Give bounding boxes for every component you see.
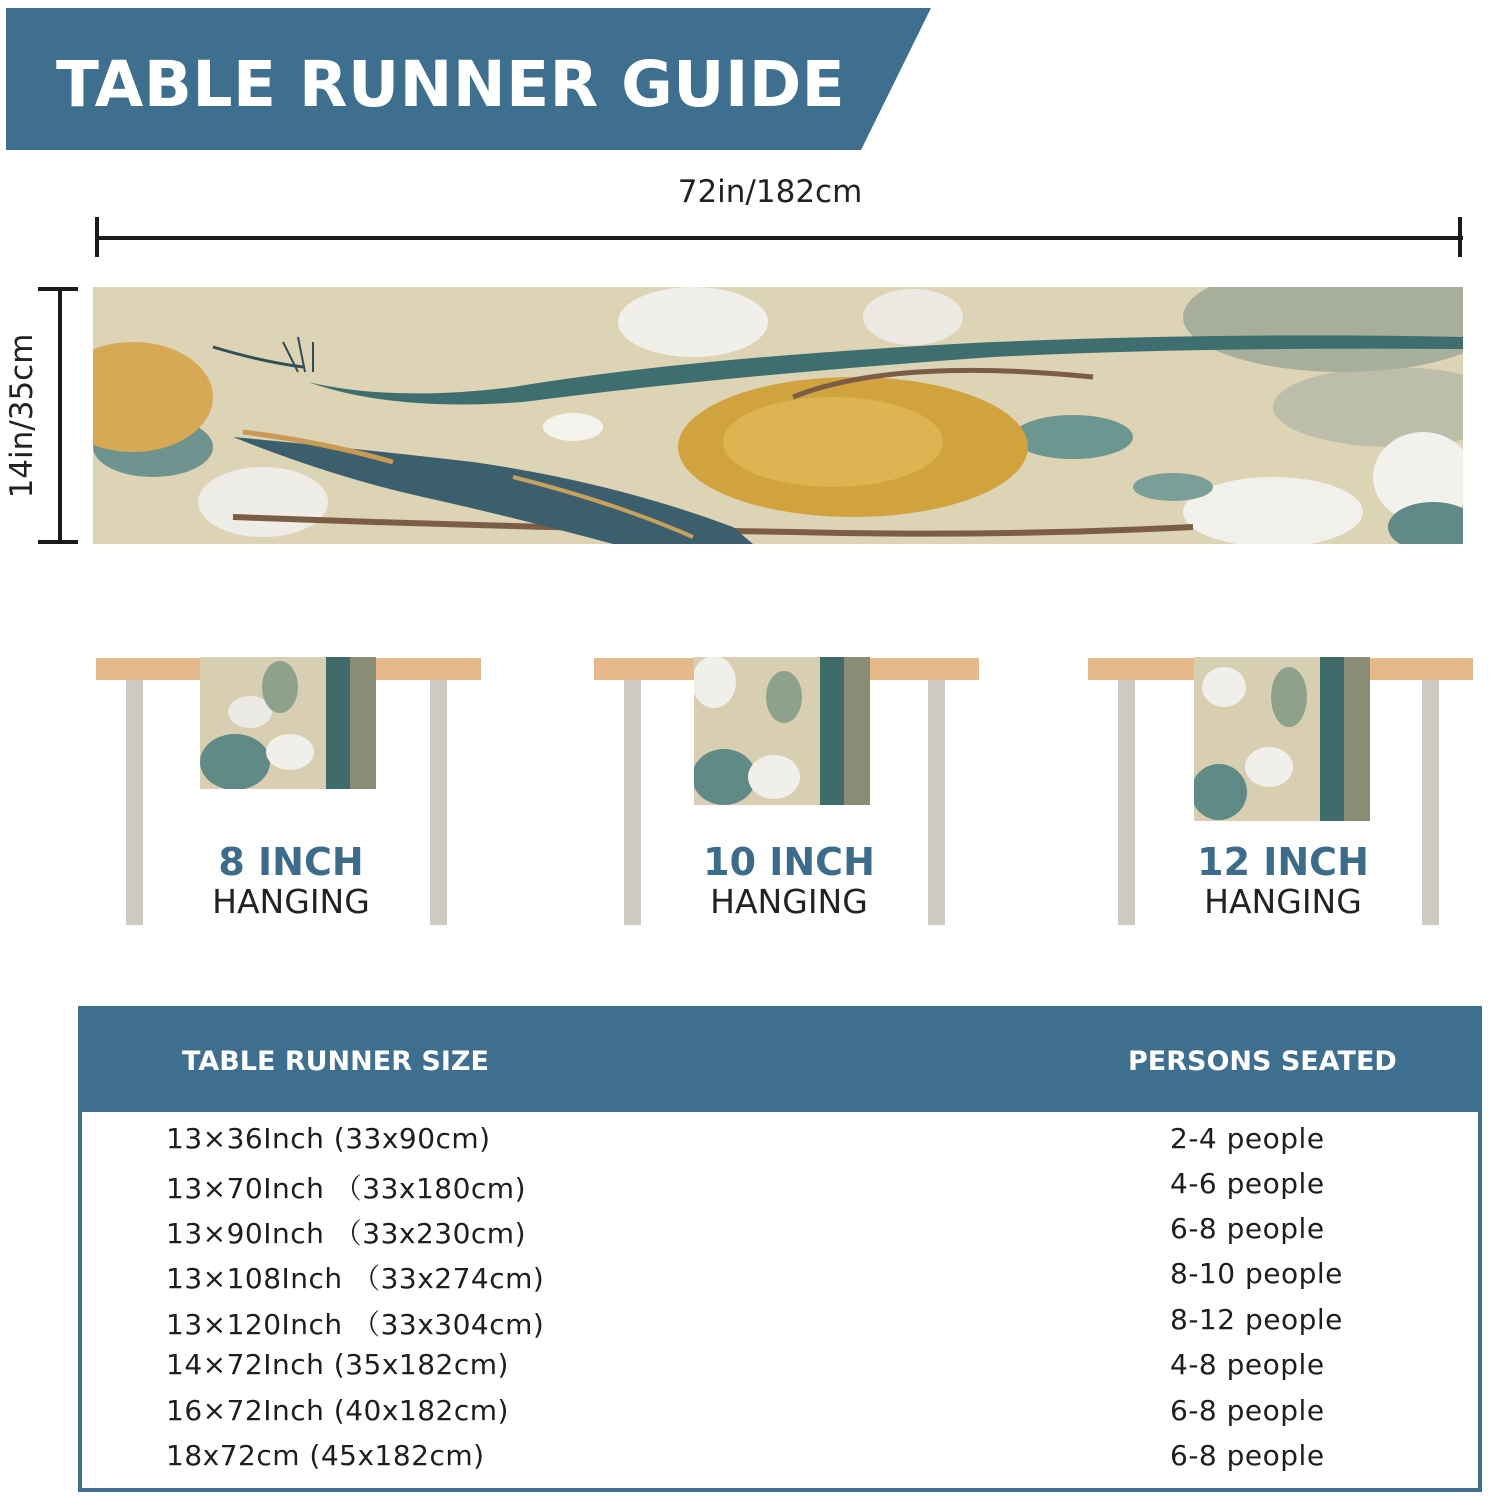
size-cell: 18x72cm (45x182cm)	[166, 1439, 485, 1472]
hanging-label: HANGING	[710, 882, 868, 921]
hanging-runner-image	[1194, 657, 1370, 821]
width-dimension-label: 72in/182cm	[677, 174, 863, 210]
hanging-size: 10 INCH	[703, 840, 875, 884]
size-cell: 14×72Inch (35x182cm)	[166, 1348, 509, 1381]
height-dimension-cap-bottom	[38, 540, 78, 544]
hanging-label: HANGING	[1204, 882, 1362, 921]
table-row	[82, 1439, 1478, 1483]
table-row	[82, 1303, 1478, 1347]
title-banner	[6, 8, 931, 150]
table-row	[82, 1167, 1478, 1211]
hanging-size: 8 INCH	[218, 840, 364, 884]
hanging-runner-image	[694, 657, 870, 805]
size-cell: 13×70Inch （33x180cm)	[166, 1172, 527, 1205]
width-dimension-cap-right	[1458, 217, 1462, 257]
table-8-inch-hanging	[96, 650, 486, 930]
size-table	[78, 1006, 1482, 1492]
table-row	[82, 1122, 1478, 1166]
height-dimension-cap-top	[38, 287, 78, 291]
table-row	[82, 1394, 1478, 1438]
width-dimension-cap-left	[95, 217, 99, 257]
seated-cell: 6-8 people	[1170, 1394, 1325, 1427]
seated-cell: 4-8 people	[1170, 1348, 1325, 1381]
size-cell: 13×36Inch (33x90cm)	[166, 1122, 491, 1155]
seated-cell: 4-6 people	[1170, 1167, 1325, 1200]
hanging-runner-image	[200, 657, 376, 789]
seated-cell: 8-12 people	[1170, 1303, 1343, 1336]
table-10-inch-hanging	[594, 650, 984, 930]
height-dimension-line	[58, 288, 62, 544]
seated-cell: 8-10 people	[1170, 1257, 1343, 1290]
height-dimension-label: 14in/35cm	[4, 333, 40, 499]
size-cell: 13×90Inch （33x230cm)	[166, 1217, 527, 1250]
table-row	[82, 1348, 1478, 1392]
seated-cell: 6-8 people	[1170, 1439, 1325, 1472]
hanging-size: 12 INCH	[1197, 840, 1369, 884]
table-12-inch-hanging	[1088, 650, 1478, 930]
size-cell: 13×120Inch （33x304cm)	[166, 1308, 545, 1341]
size-cell: 13×108Inch （33x274cm)	[166, 1262, 545, 1295]
seated-cell: 6-8 people	[1170, 1212, 1325, 1245]
seated-cell: 2-4 people	[1170, 1122, 1325, 1155]
hanging-label: HANGING	[212, 882, 370, 921]
column-header-seated: PERSONS SEATED	[1128, 1046, 1397, 1077]
size-cell: 16×72Inch (40x182cm)	[166, 1394, 509, 1427]
table-header	[82, 1010, 1478, 1112]
width-dimension-line	[97, 236, 1463, 240]
table-row	[82, 1212, 1478, 1256]
column-header-size: TABLE RUNNER SIZE	[182, 1046, 489, 1077]
table-row	[82, 1257, 1478, 1301]
peacock-runner-image	[93, 287, 1463, 544]
page-title: TABLE RUNNER GUIDE	[56, 48, 846, 121]
